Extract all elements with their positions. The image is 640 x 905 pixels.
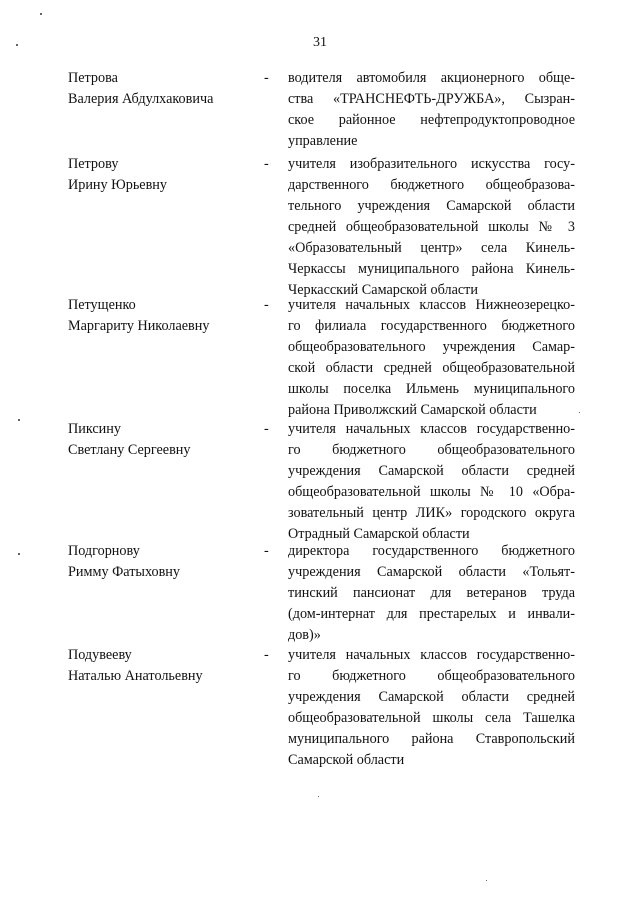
scan-speck	[486, 880, 487, 881]
position-description	[288, 154, 575, 301]
scan-speck	[40, 13, 42, 15]
scan-speck	[318, 796, 319, 797]
description-line: Самарской области	[288, 752, 405, 768]
description-line: общеобразовательной школы № 10 «Обра-	[288, 484, 575, 500]
description-line: Черкассы муниципального района Кинель-	[288, 261, 575, 277]
page-number: 31	[313, 35, 327, 50]
surname: Петрову	[68, 156, 119, 172]
dash-separator: -	[264, 70, 269, 86]
description-line: учителя начальных классов государственно-	[288, 421, 575, 437]
description-line: школы поселка Ильмень муниципального	[288, 381, 575, 397]
person-name	[68, 541, 258, 583]
description-line: учителя изобразительного искусства госу-	[288, 156, 575, 172]
given-names: Светлану Сергеевну	[68, 442, 191, 458]
person-name	[68, 295, 258, 337]
position-description	[288, 295, 575, 421]
description-line: го филиала государственного бюджетного	[288, 318, 575, 334]
entry	[0, 68, 640, 149]
description-line: учреждения Самарской области средней	[288, 689, 575, 705]
person-name	[68, 68, 258, 110]
description-line: ской области средней общеобразовательной	[288, 360, 575, 376]
surname: Подувееву	[68, 647, 132, 663]
given-names: Маргариту Николаевну	[68, 318, 210, 334]
description-line: тельного учреждения Самарской области	[288, 198, 575, 214]
entry	[0, 419, 640, 542]
description-line: учителя начальных классов государственно-	[288, 647, 575, 663]
given-names: Валерия Абдулхаковича	[68, 91, 214, 107]
description-line: Черкасский Самарской области	[288, 282, 478, 298]
position-description	[288, 541, 575, 646]
entry	[0, 295, 640, 418]
description-line: учреждения Самарской области «Тольят-	[288, 564, 575, 580]
description-line: «Образовательный центр» села Кинель-	[288, 240, 575, 256]
scan-speck	[16, 44, 18, 46]
entry	[0, 645, 640, 768]
description-line: общеобразовательной школы села Ташелка	[288, 710, 575, 726]
entry	[0, 541, 640, 643]
entry	[0, 154, 640, 298]
dash-separator: -	[264, 421, 269, 437]
description-line: муниципального района Ставропольский	[288, 731, 575, 747]
description-line: (дом-интернат для престарелых и инвали-	[288, 606, 575, 622]
description-line: общеобразовательного учреждения Самар-	[288, 339, 575, 355]
given-names: Ирину Юрьевну	[68, 177, 167, 193]
description-line: директора государственного бюджетного	[288, 543, 575, 559]
dash-separator: -	[264, 543, 269, 559]
description-line: тинский пансионат для ветеранов труда	[288, 585, 575, 601]
surname: Пиксину	[68, 421, 121, 437]
dash-separator: -	[264, 297, 269, 313]
position-description	[288, 68, 575, 152]
person-name	[68, 645, 258, 687]
dash-separator: -	[264, 156, 269, 172]
position-description	[288, 419, 575, 545]
surname: Петрова	[68, 70, 118, 86]
description-line: ское районное нефтепродуктопроводное	[288, 112, 575, 128]
description-line: дов)»	[288, 627, 321, 643]
description-line: го бюджетного общеобразовательного	[288, 668, 575, 684]
description-line: водителя автомобиля акционерного обще-	[288, 70, 575, 86]
description-line: учителя начальных классов Нижнеозерецко-	[288, 297, 575, 313]
description-line: дарственного бюджетного общеобразова-	[288, 177, 575, 193]
scan-speck	[579, 412, 580, 413]
position-description	[288, 645, 575, 771]
description-line: ства «ТРАНСНЕФТЬ-ДРУЖБА», Сызран-	[288, 91, 575, 107]
surname: Подгорнову	[68, 543, 140, 559]
given-names: Римму Фатыховну	[68, 564, 180, 580]
description-line: го бюджетного общеобразовательного	[288, 442, 575, 458]
dash-separator: -	[264, 647, 269, 663]
description-line: учреждения Самарской области средней	[288, 463, 575, 479]
scan-speck	[18, 553, 20, 555]
description-line: средней общеобразовательной школы № 3	[288, 219, 575, 235]
person-name	[68, 154, 258, 196]
description-line: зовательный центр ЛИК» городского округа	[288, 505, 575, 521]
description-line: управление	[288, 133, 358, 149]
description-line: района Приволжский Самарской области	[288, 402, 537, 418]
description-line: Отрадный Самарской области	[288, 526, 470, 542]
given-names: Наталью Анатольевну	[68, 668, 203, 684]
person-name	[68, 419, 258, 461]
surname: Петущенко	[68, 297, 136, 313]
